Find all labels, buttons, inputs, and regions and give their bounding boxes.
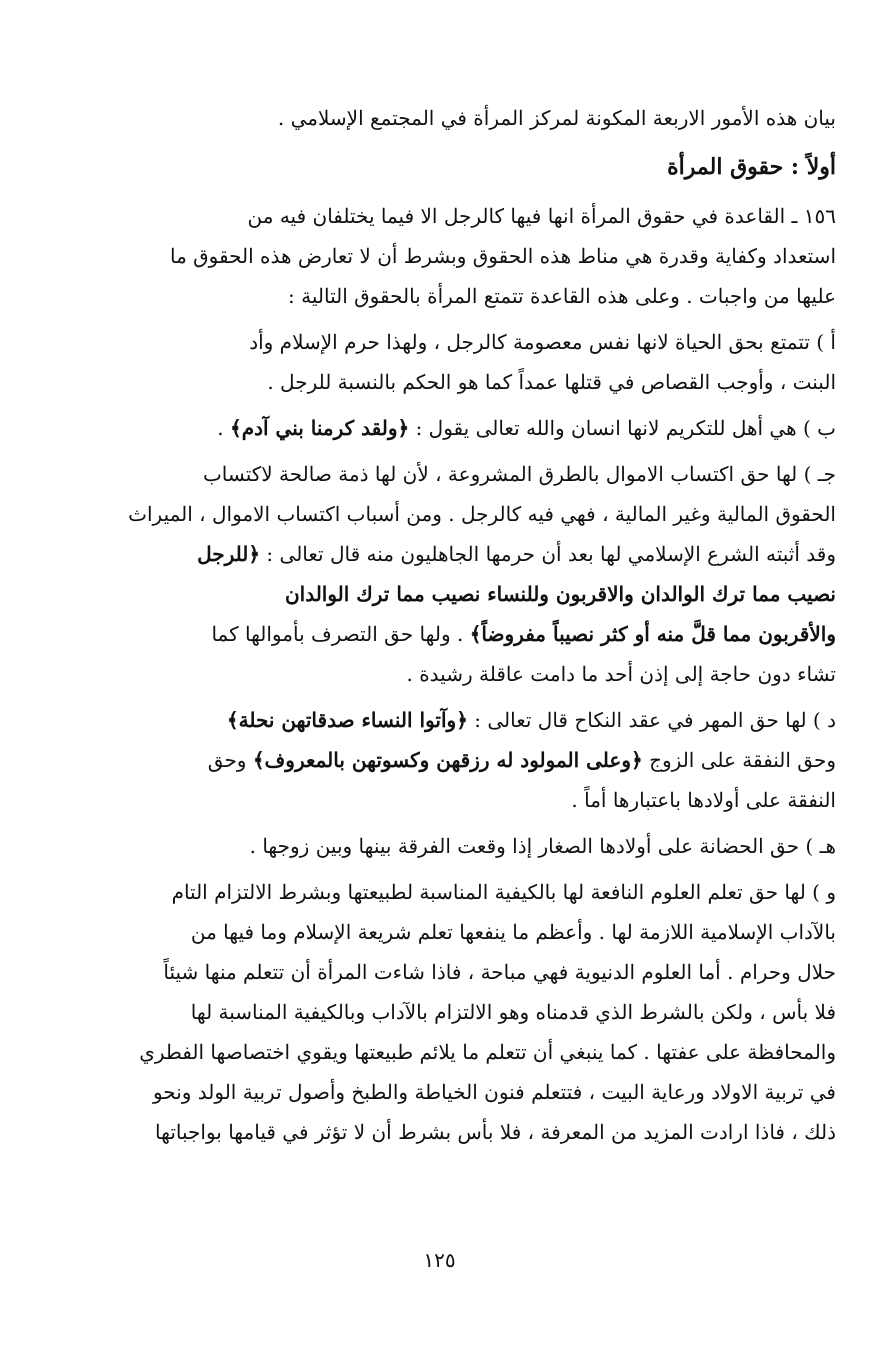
quran-quote: ﴿للرجل <box>197 542 261 566</box>
item-d-line <box>96 700 836 740</box>
item-w-line: بالآداب الإسلامية اللازمة لها . وأعظم ما ينفعها تعلم شريعة الإسلام وما فيها من <box>190 920 836 944</box>
quran-quote: ﴿وعلى المولود له رزقهن وكسوتهن بالمعروف﴾ <box>252 748 643 772</box>
paragraph-line: ١٥٦ ـ القاعدة في حقوق المرأة انها فيها كالرجل الا فيما يختلفان فيه من <box>247 204 836 228</box>
item-c-text: . ولها حق التصرف بأموالها كما <box>211 622 470 646</box>
item-d <box>96 700 836 820</box>
intro-paragraph <box>96 98 836 138</box>
item-w-line: في تربية الاولاد ورعاية البيت ، فتتعلم فنون الخياطة والطبخ وأصول تربية الولد ونحو <box>152 1080 836 1104</box>
item-w-line: ذلك ، فاذا ارادت المزيد من المعرفة ، فلا بأس بشرط أن لا تؤثر في قيامها بواجباتها <box>155 1120 836 1144</box>
paragraph-156 <box>96 196 836 316</box>
section-heading: أولاً : حقوق المرأة <box>667 154 836 180</box>
item-b-text: ب ) هي أهل للتكريم لانها انسان والله تعالى يقول : <box>409 416 836 440</box>
quran-quote: والأقربون مما قلَّ منه أو كثر نصيباً مفروضاً﴾ <box>469 622 836 646</box>
item-c-line: تشاء دون حاجة إلى إذن أحد ما دامت عاقلة رشيدة . <box>406 662 836 686</box>
item-a-line: البنت ، وأوجب القصاص في قتلها عمداً كما هو الحكم بالنسبة للرجل . <box>267 370 836 394</box>
item-c-text: وقد أثبته الشرع الإسلامي لها بعد أن حرمها الجاهليون منه قال تعالى : <box>260 542 836 566</box>
item-w <box>96 872 836 1152</box>
item-c <box>96 454 836 694</box>
item-c-line <box>96 534 836 574</box>
item-d-text: وحق <box>207 748 253 772</box>
intro-line: بيان هذه الأمور الاربعة المكونة لمركز المرأة في المجتمع الإسلامي . <box>277 106 836 130</box>
item-a <box>96 322 836 402</box>
page-body <box>96 98 836 1158</box>
item-h <box>96 826 836 866</box>
item-c-line: الحقوق المالية وغير المالية ، فهي فيه كالرجل . ومن أسباب اكتساب الاموال ، الميراث <box>128 502 836 526</box>
item-c-line <box>96 614 836 654</box>
page-number: ١٢٥ <box>423 1248 456 1272</box>
item-b-line <box>96 408 836 448</box>
item-w-line: حلال وحرام . أما العلوم الدنيوية فهي مباحة ، فاذا شاءت المرأة أن تتعلم منها شيئاً <box>163 960 836 984</box>
item-w-line: فلا بأس ، ولكن بالشرط الذي قدمناه وهو الالتزام بالآداب وبالكيفية المناسبة لها <box>190 1000 836 1024</box>
item-a-line: أ ) تتمتع بحق الحياة لانها نفس معصومة كالرجل ، ولهذا حرم الإسلام وأد <box>249 330 836 354</box>
quran-quote: ﴿وآتوا النساء صدقاتهن نحلة﴾ <box>226 708 468 732</box>
item-d-text: د ) لها حق المهر في عقد النكاح قال تعالى : <box>467 708 836 732</box>
quran-quote: ﴿ولقد كرمنا بني آدم﴾ <box>230 416 410 440</box>
quran-quote: نصيب مما ترك الوالدان والاقربون وللنساء نصيب مما ترك الوالدان <box>284 582 836 606</box>
item-d-line: النفقة على أولادها باعتبارها أماً . <box>571 788 836 812</box>
item-b-end: . <box>217 416 230 440</box>
paragraph-line: استعداد وكفاية وقدرة هي مناط هذه الحقوق وبشرط أن لا تعارض هذه الحقوق ما <box>170 244 836 268</box>
item-w-line: والمحافظة على عفتها . كما ينبغي أن تتعلم ما يلائم طبيعتها ويقوي اختصاصها الفطري <box>139 1040 836 1064</box>
item-d-text: وحق النفقة على الزوج <box>642 748 836 772</box>
paragraph-line: عليها من واجبات . وعلى هذه القاعدة تتمتع المرأة بالحقوق التالية : <box>288 284 836 308</box>
item-w-line: و ) لها حق تعلم العلوم النافعة لها بالكيفية المناسبة لطبيعتها وبشرط الالتزام التام <box>171 880 836 904</box>
item-c-line: جـ ) لها حق اكتساب الاموال بالطرق المشروعة ، لأن لها ذمة صالحة لاكتساب <box>202 462 836 486</box>
item-d-line <box>96 740 836 780</box>
item-b <box>96 408 836 448</box>
item-h-line: هـ ) حق الحضانة على أولادها الصغار إذا وقعت الفرقة بينها وبين زوجها . <box>249 834 836 858</box>
